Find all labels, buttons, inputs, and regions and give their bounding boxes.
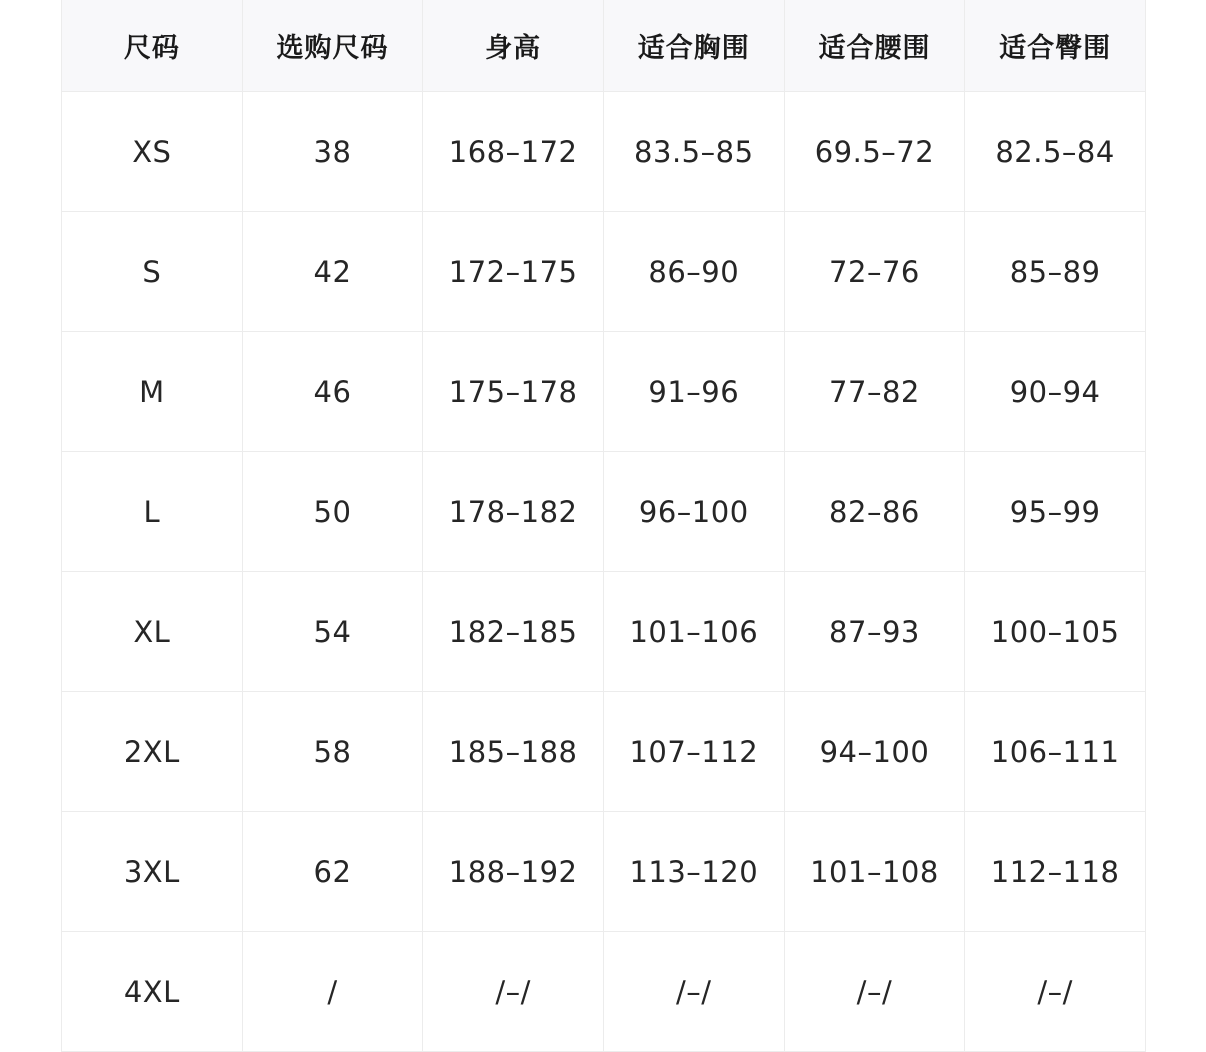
table-cell: 182–185 <box>423 572 604 692</box>
table-cell: 168–172 <box>423 92 604 212</box>
header-cell-height: 身高 <box>423 0 604 92</box>
table-cell: 86–90 <box>603 212 784 332</box>
table-cell: 62 <box>242 812 423 932</box>
table-cell: 2XL <box>62 692 243 812</box>
table-cell: 82–86 <box>784 452 965 572</box>
table-cell: 90–94 <box>965 332 1146 452</box>
table-cell: XS <box>62 92 243 212</box>
table-row <box>62 332 1146 452</box>
table-row <box>62 572 1146 692</box>
table-cell: L <box>62 452 243 572</box>
table-cell: 107–112 <box>603 692 784 812</box>
size-chart-header <box>62 0 1146 92</box>
table-cell: 185–188 <box>423 692 604 812</box>
table-cell: /–/ <box>603 932 784 1052</box>
table-row <box>62 212 1146 332</box>
table-cell: 95–99 <box>965 452 1146 572</box>
header-cell-chest: 适合胸围 <box>603 0 784 92</box>
table-row <box>62 812 1146 932</box>
table-cell: 175–178 <box>423 332 604 452</box>
table-cell: 69.5–72 <box>784 92 965 212</box>
table-cell: /–/ <box>423 932 604 1052</box>
table-cell: 112–118 <box>965 812 1146 932</box>
table-cell: 77–82 <box>784 332 965 452</box>
table-cell: 46 <box>242 332 423 452</box>
table-cell: 94–100 <box>784 692 965 812</box>
table-cell: M <box>62 332 243 452</box>
table-cell: S <box>62 212 243 332</box>
table-cell: 82.5–84 <box>965 92 1146 212</box>
table-cell: 101–106 <box>603 572 784 692</box>
table-cell: /–/ <box>965 932 1146 1052</box>
table-row <box>62 692 1146 812</box>
header-cell-waist: 适合腰围 <box>784 0 965 92</box>
table-cell: 50 <box>242 452 423 572</box>
table-cell: 58 <box>242 692 423 812</box>
table-row <box>62 452 1146 572</box>
table-cell: 3XL <box>62 812 243 932</box>
table-cell: 38 <box>242 92 423 212</box>
header-cell-size: 尺码 <box>62 0 243 92</box>
table-cell: XL <box>62 572 243 692</box>
table-cell: 106–111 <box>965 692 1146 812</box>
table-cell: 101–108 <box>784 812 965 932</box>
table-row <box>62 932 1146 1052</box>
header-cell-purchase-size: 选购尺码 <box>242 0 423 92</box>
table-cell: 83.5–85 <box>603 92 784 212</box>
table-cell: 100–105 <box>965 572 1146 692</box>
table-cell: 172–175 <box>423 212 604 332</box>
table-cell: 72–76 <box>784 212 965 332</box>
table-cell: 178–182 <box>423 452 604 572</box>
header-row <box>62 0 1146 92</box>
table-row <box>62 92 1146 212</box>
table-cell: 188–192 <box>423 812 604 932</box>
table-cell: 96–100 <box>603 452 784 572</box>
size-chart-body <box>62 92 1146 1052</box>
table-cell: 113–120 <box>603 812 784 932</box>
table-cell: 85–89 <box>965 212 1146 332</box>
table-cell: 4XL <box>62 932 243 1052</box>
table-cell: 54 <box>242 572 423 692</box>
table-cell: 87–93 <box>784 572 965 692</box>
size-chart-table <box>61 0 1146 1052</box>
table-cell: 91–96 <box>603 332 784 452</box>
table-cell: 42 <box>242 212 423 332</box>
header-cell-hip: 适合臀围 <box>965 0 1146 92</box>
table-cell: /–/ <box>784 932 965 1052</box>
table-cell: / <box>242 932 423 1052</box>
